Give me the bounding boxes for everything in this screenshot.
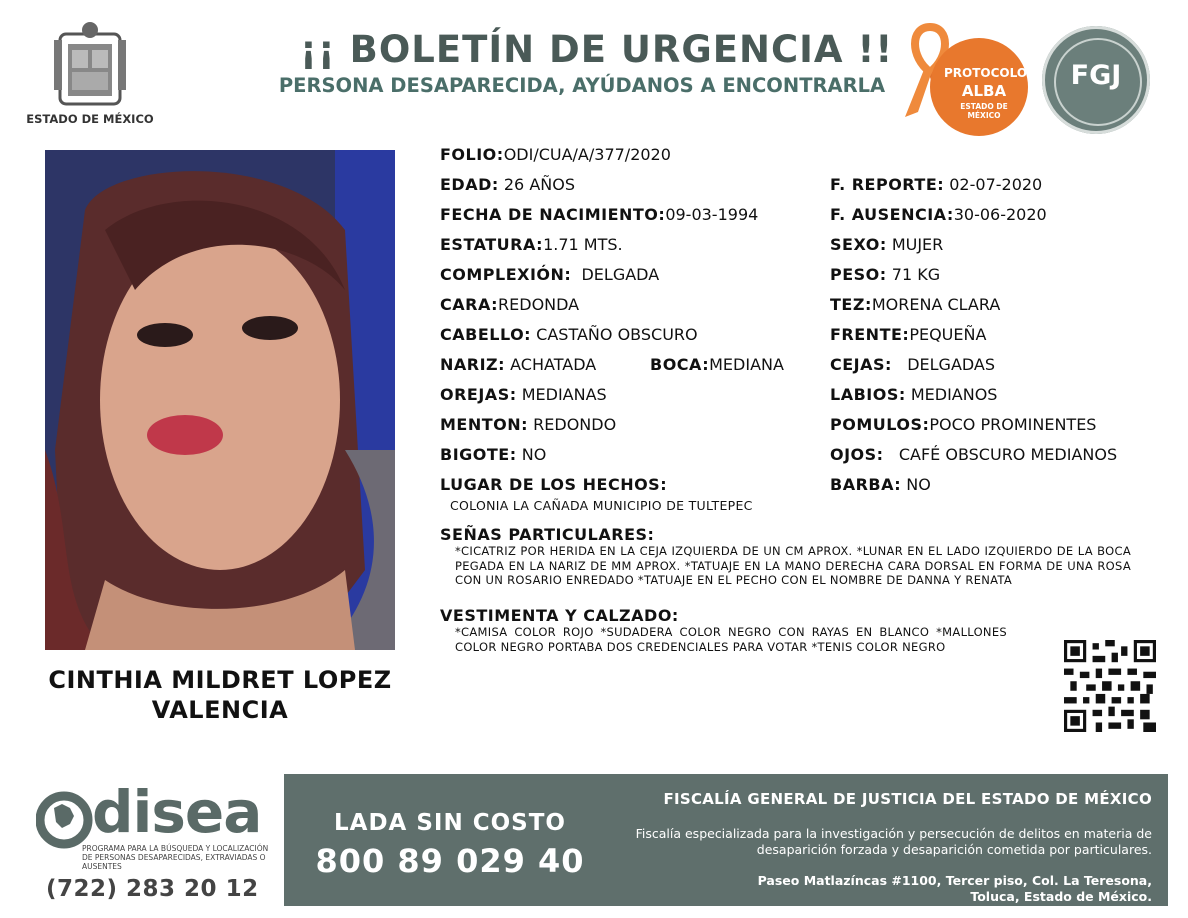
nacimiento-label: FECHA DE NACIMIENTO: xyxy=(440,205,666,224)
sexo-label: SEXO: xyxy=(830,235,887,254)
orejas-label: OREJAS: xyxy=(440,385,517,404)
bigote-label: BIGOTE: xyxy=(440,445,517,464)
senas-title: SEÑAS PARTICULARES: xyxy=(440,525,655,544)
pomulos-value: POCO PROMINENTES xyxy=(929,415,1097,434)
person-photo xyxy=(45,150,395,650)
field-ojos xyxy=(830,445,1117,464)
cejas-value: DELGADAS xyxy=(907,355,996,374)
edad-value: 26 AÑOS xyxy=(503,175,575,194)
field-pomulos xyxy=(830,415,1096,434)
edad-label: EDAD: xyxy=(440,175,499,194)
alba-label-2: ALBA xyxy=(961,82,1007,100)
boca-value: MEDIANA xyxy=(709,355,784,374)
estatura-value: 1.71 MTS. xyxy=(543,235,623,254)
bigote-value: NO xyxy=(521,445,547,464)
field-cejas xyxy=(830,355,995,374)
field-orejas xyxy=(440,385,607,404)
nariz-value: ACHATADA xyxy=(510,355,597,374)
page-title: ¡¡ BOLETÍN DE URGENCIA !! xyxy=(300,28,894,71)
person-name-line1: CINTHIA MILDRET LOPEZ xyxy=(48,666,392,694)
labios-label: LABIOS: xyxy=(830,385,906,404)
field-cara xyxy=(440,295,579,314)
complexion-label: COMPLEXIÓN: xyxy=(440,265,572,284)
toll-free-phone[interactable]: 800 89 029 40 xyxy=(315,842,585,880)
ojos-value: CAFÉ OBSCURO MEDIANOS xyxy=(898,445,1118,464)
ausencia-label: F. AUSENCIA: xyxy=(830,205,954,224)
field-boca xyxy=(650,355,784,374)
estatura-label: ESTATURA: xyxy=(440,235,544,254)
menton-label: MENTON: xyxy=(440,415,529,434)
fiscalia-description: Fiscalía especializada para la investigación y persecución de delitos en materia de desaparición forzada y desaparición cometida por particulares. xyxy=(635,826,1152,857)
cabello-value: CASTAÑO OBSCURO xyxy=(536,325,698,344)
frente-value: PEQUEÑA xyxy=(909,325,987,344)
address-line2: Toluca, Estado de México. xyxy=(970,889,1152,904)
field-cabello xyxy=(440,325,698,344)
field-sexo xyxy=(830,235,943,254)
odisea-logo-icon xyxy=(36,790,96,852)
lugar-label: LUGAR DE LOS HECHOS: xyxy=(440,475,668,494)
senas-text: *CICATRIZ POR HERIDA EN LA CEJA IZQUIERDA DE UN CM APROX. *LUNAR EN EL LADO IZQUIERDO DE LA BOCA PEGADA EN LA NARIZ DE MM APROX. *TATUAJE EN LA MANO DERECHA CARA DORSAL EN FORMA DE UNA ROSA CON UN ROSARIO ENREDADO *TATUAJE EN EL PECHO CON EL NOMBRE DE DANNA Y RENATA xyxy=(455,544,1131,587)
field-frente xyxy=(830,325,986,344)
sexo-value: MUJER xyxy=(891,235,944,254)
field-barba xyxy=(830,475,931,494)
cara-value: REDONDA xyxy=(498,295,580,314)
alba-label-1: PROTOCOLO xyxy=(944,66,1028,80)
lada-sin-costo-label: LADA SIN COSTO xyxy=(334,810,566,836)
local-phone[interactable]: (722) 283 20 12 xyxy=(46,876,259,902)
qr-code[interactable] xyxy=(1064,640,1156,732)
reporte-value: 02-07-2020 xyxy=(949,175,1043,194)
field-menton xyxy=(440,415,616,434)
field-bigote xyxy=(440,445,546,464)
barba-label: BARBA: xyxy=(830,475,902,494)
vestimenta-title: VESTIMENTA Y CALZADO: xyxy=(440,606,679,625)
boca-label: BOCA: xyxy=(650,355,710,374)
nariz-label: NARIZ: xyxy=(440,355,506,374)
state-label: ESTADO DE MÉXICO xyxy=(26,112,154,126)
ojos-label: OJOS: xyxy=(830,445,884,464)
field-nariz xyxy=(440,355,596,374)
orejas-value: MEDIANAS xyxy=(521,385,607,404)
barba-value: NO xyxy=(906,475,931,494)
complexion-value: DELGADA xyxy=(581,265,660,284)
field-nacimiento xyxy=(440,205,758,224)
field-lugar xyxy=(440,475,667,494)
reporte-label: F. REPORTE: xyxy=(830,175,945,194)
field-tez xyxy=(830,295,1000,314)
person-name xyxy=(30,665,410,725)
tez-value: MORENA CLARA xyxy=(871,295,1001,314)
odisea-logo-text: disea xyxy=(92,778,262,846)
vestimenta-text: *CAMISA COLOR ROJO *SUDADERA COLOR NEGRO CON RAYAS EN BLANCO *MALLONES COLOR NEGRO PORTABA DOS CREDENCIALES PARA VOTAR *TENIS COLOR NEGRO xyxy=(455,625,1007,654)
alba-label-3: ESTADO DE MÉXICO xyxy=(960,102,1008,120)
fgj-label: FGJ xyxy=(1070,60,1122,91)
fiscalia-address xyxy=(600,873,1152,905)
pomulos-label: POMULOS: xyxy=(830,415,930,434)
person-name-line2: VALENCIA xyxy=(151,696,289,724)
page-subtitle: PERSONA DESAPARECIDA, AYÚDANOS A ENCONTRARLA xyxy=(278,74,886,97)
tez-label: TEZ: xyxy=(830,295,872,314)
lugar-value: COLONIA LA CAÑADA MUNICIPIO DE TULTEPEC xyxy=(450,498,753,513)
field-estatura xyxy=(440,235,623,254)
field-edad xyxy=(440,175,575,194)
fiscalia-title: FISCALÍA GENERAL DE JUSTICIA DEL ESTADO DE MÉXICO xyxy=(663,790,1152,808)
field-folio xyxy=(440,145,671,164)
menton-value: REDONDO xyxy=(533,415,617,434)
cabello-label: CABELLO: xyxy=(440,325,532,344)
ausencia-value: 30-06-2020 xyxy=(953,205,1047,224)
peso-value: 71 KG xyxy=(891,265,941,284)
frente-label: FRENTE: xyxy=(830,325,910,344)
field-ausencia xyxy=(830,205,1047,224)
odisea-description: PROGRAMA PARA LA BÚSQUEDA Y LOCALIZACIÓN DE PERSONAS DESAPARECIDAS, EXTRAVIADAS O AUSENTES xyxy=(82,844,269,871)
person-photo-illustration xyxy=(45,150,395,650)
field-peso xyxy=(830,265,940,284)
field-labios xyxy=(830,385,997,404)
cejas-label: CEJAS: xyxy=(830,355,892,374)
field-reporte xyxy=(830,175,1042,194)
cara-label: CARA: xyxy=(440,295,499,314)
state-crest-logo xyxy=(52,20,128,110)
field-complexion xyxy=(440,265,659,284)
address-line1: Paseo Matlazíncas #1100, Tercer piso, Col. La Teresona, xyxy=(757,873,1152,888)
peso-label: PESO: xyxy=(830,265,887,284)
nacimiento-value: 09-03-1994 xyxy=(665,205,759,224)
labios-value: MEDIANOS xyxy=(910,385,998,404)
folio-value: ODI/CUA/A/377/2020 xyxy=(503,145,671,164)
folio-label: FOLIO: xyxy=(440,145,504,164)
